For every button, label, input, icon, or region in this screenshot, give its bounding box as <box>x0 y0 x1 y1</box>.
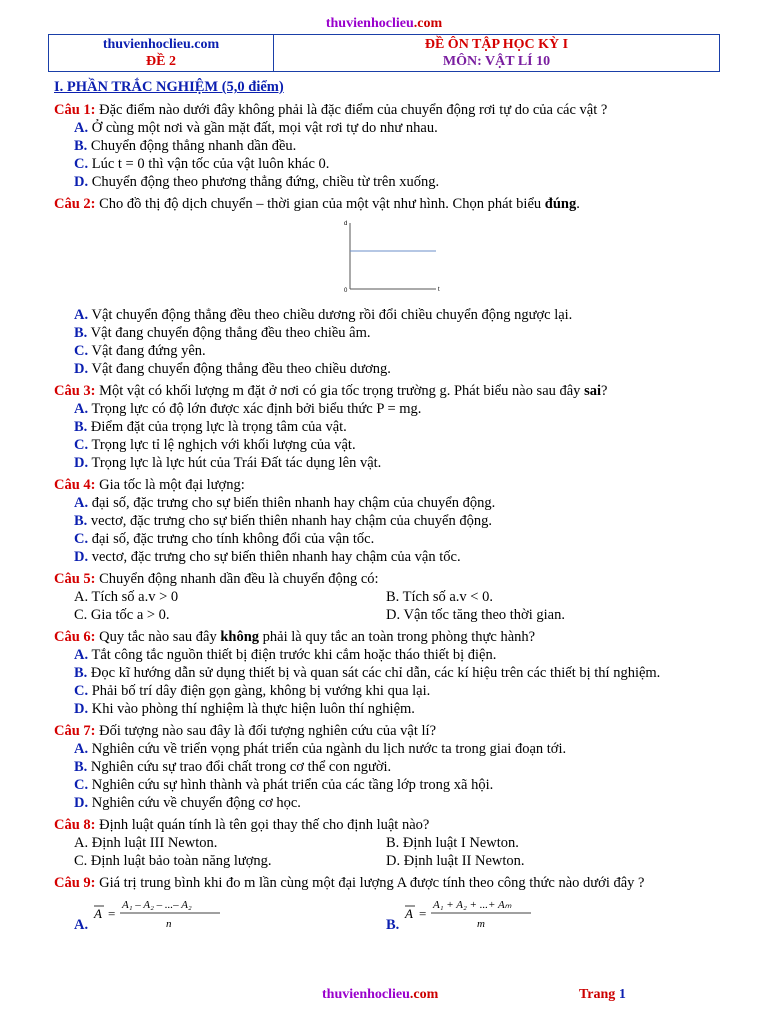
graph-origin-label: 0 <box>344 288 348 294</box>
answer-option <box>74 892 386 934</box>
option-text: Chuyển động thẳng nhanh dần đều. <box>87 138 297 154</box>
option-text: Định luật III Newton. <box>88 835 218 851</box>
header-exam-title: ĐỀ ÔN TẬP HỌC KỲ I <box>424 37 569 52</box>
option-text: Đọc kĩ hướng dẫn sử dụng thiết bị và quan sát các chỉ dẫn, các kí hiệu trên các thiết bị thí nghiệm. <box>87 665 661 681</box>
formula-numerator: A₁ + A₂ + ...+ Aₘ <box>433 899 512 911</box>
option-row <box>74 588 718 606</box>
option-key: D. <box>74 361 89 377</box>
answer-option <box>74 758 718 776</box>
question-text: Chuyển động nhanh dần đều là chuyển động có: <box>95 571 379 587</box>
answer-option <box>74 454 718 472</box>
option-text: Chuyển động theo phương thẳng đứng, chiều từ trên xuống. <box>88 174 440 190</box>
question-label: Câu 6: <box>54 629 96 645</box>
option-key: D. <box>74 174 89 190</box>
answer-option <box>74 834 386 852</box>
mean-value-formula <box>92 894 242 934</box>
formula-row <box>74 892 718 934</box>
option-row <box>74 834 718 852</box>
option-text: Trọng lực tỉ lệ nghịch với khối lượng của vật. <box>88 437 356 453</box>
option-text: Tích số a.v < 0. <box>399 589 493 605</box>
formula-lhs: A <box>94 906 103 921</box>
answer-option <box>74 512 718 530</box>
question-text-tail: phải là quy tắc an toàn trong phòng thực hành? <box>259 629 536 645</box>
option-key: C. <box>74 683 89 699</box>
graph-y-label: d <box>344 221 348 227</box>
option-key: A. <box>74 647 89 663</box>
option-key: C. <box>74 156 89 172</box>
formula-numerator: A₁ – A₂ – ...– A₂ <box>122 899 192 911</box>
header-right-cell <box>274 35 720 72</box>
question-emphasis: đúng <box>544 196 577 212</box>
answer-option <box>74 664 718 682</box>
header-site: thuvienhoclieu.com <box>102 37 220 52</box>
option-key: A. <box>74 917 89 933</box>
option-key: B. <box>74 665 88 681</box>
option-key: D. <box>74 549 89 565</box>
option-key: A. <box>74 741 89 757</box>
exam-header-table <box>48 34 720 72</box>
formula-denominator: n <box>166 918 172 930</box>
answer-option <box>74 530 718 548</box>
question-stem <box>54 195 718 213</box>
formula-denominator: m <box>477 918 486 930</box>
site-watermark-top: thuvienhoclieu.com <box>325 16 443 31</box>
option-row <box>74 852 718 870</box>
option-key: D. <box>74 795 89 811</box>
option-text: Vật đang chuyển động thẳng đều theo chiều âm. <box>87 325 371 341</box>
answer-option <box>386 606 698 624</box>
option-key: D. <box>74 701 89 717</box>
answer-option <box>74 324 718 342</box>
option-key: A. <box>74 589 89 605</box>
footer-site: thuvienhoclieu.com <box>322 987 439 1002</box>
question-text: Cho đồ thị độ dịch chuyển – thời gian của một vật như hình. Chọn phát biểu <box>95 196 545 212</box>
option-text: Nghiên cứu sự trao đổi chất trong cơ thể con người. <box>87 759 392 775</box>
option-key: A. <box>74 120 89 136</box>
question-stem <box>54 101 718 119</box>
option-key: B. <box>74 419 88 435</box>
answer-option <box>74 740 718 758</box>
option-key: B. <box>74 325 88 341</box>
header-subject: MÔN: VẬT LÍ 10 <box>442 54 551 69</box>
option-text: Điểm đặt của trọng lực là trọng tâm của vật. <box>87 419 347 435</box>
question-stem <box>54 816 718 834</box>
answer-option <box>74 119 718 137</box>
option-key: D. <box>386 853 401 869</box>
equals-sign: = <box>419 906 427 921</box>
question-text: Quy tắc nào sau đây <box>95 629 221 645</box>
option-text: Khi vào phòng thí nghiệm là thực hiện luôn thí nghiệm. <box>88 701 415 717</box>
answer-option <box>74 173 718 191</box>
option-text: Vận tốc tăng theo thời gian. <box>400 607 565 623</box>
question-text: Đối tượng nào sau đây là đối tượng nghiên cứu của vật lí? <box>95 723 437 739</box>
question-list <box>54 101 718 938</box>
option-key: C. <box>74 437 89 453</box>
option-key: B. <box>74 513 88 529</box>
option-text: Trọng lực có độ lớn được xác định bởi biểu thức P = mg. <box>88 401 422 417</box>
answer-option <box>74 776 718 794</box>
answer-option <box>386 892 698 934</box>
question-stem <box>54 476 718 494</box>
option-key: D. <box>386 607 401 623</box>
answer-option <box>74 588 386 606</box>
answer-option <box>386 588 698 606</box>
question-stem <box>54 874 718 892</box>
option-key: A. <box>74 835 89 851</box>
question-text: Một vật có khối lượng m đặt ở nơi có gia tốc trọng trường g. Phát biểu nào sau đây <box>95 383 585 399</box>
answer-option <box>74 418 718 436</box>
question-text: Giá trị trung bình khi đo m lần cùng một đại lượng A được tính theo công thức nào dưới đây ? <box>95 875 645 891</box>
option-text: Lúc t = 0 thì vận tốc của vật luôn khác 0. <box>88 156 330 172</box>
question-text-tail: . <box>576 196 580 212</box>
option-text: Tắt công tắc nguồn thiết bị điện trước khi cắm hoặc tháo thiết bị điện. <box>88 647 497 663</box>
answer-option <box>386 852 698 870</box>
option-text: vectơ, đặc trưng cho sự biến thiên nhanh hay chậm của chuyển động. <box>87 513 492 529</box>
answer-option <box>74 682 718 700</box>
answer-option <box>74 137 718 155</box>
option-key: A. <box>74 307 89 323</box>
question-label: Câu 4: <box>54 477 96 493</box>
question-text: Đặc điểm nào dưới đây không phải là đặc điểm của chuyển động rơi tự do của các vật ? <box>95 102 608 118</box>
option-key: B. <box>74 759 88 775</box>
graph-x-label: t <box>438 287 440 293</box>
header-exam-code: ĐỀ 2 <box>146 54 176 69</box>
formula-lhs: A <box>405 906 414 921</box>
question-text: Gia tốc là một đại lượng: <box>95 477 245 493</box>
option-key: C. <box>74 777 89 793</box>
question-label: Câu 7: <box>54 723 96 739</box>
option-text: Định luật II Newton. <box>400 853 525 869</box>
answer-option <box>74 360 718 378</box>
question-stem <box>54 570 718 588</box>
option-key: B. <box>386 917 400 933</box>
answer-option <box>74 646 718 664</box>
option-text: vectơ, đặc trưng cho sự biến thiên nhanh hay chậm của vận tốc. <box>88 549 461 565</box>
option-text: Trọng lực là lực hút của Trái Đất tác dụng lên vật. <box>88 455 382 471</box>
answer-option <box>74 306 718 324</box>
answer-option <box>74 342 718 360</box>
equals-sign: = <box>108 906 116 921</box>
question-label: Câu 2: <box>54 196 96 212</box>
question-stem <box>54 628 718 646</box>
question-label: Câu 9: <box>54 875 96 891</box>
option-text: Gia tốc a > 0. <box>87 607 170 623</box>
section-title: I. PHẦN TRẮC NGHIỆM (5,0 điểm) <box>54 79 284 95</box>
answer-option <box>74 400 718 418</box>
option-text: Phải bố trí dây điện gọn gàng, không bị vướng khi qua lại. <box>88 683 431 699</box>
option-key: C. <box>74 607 88 623</box>
option-key: B. <box>386 835 400 851</box>
option-text: Vật đang chuyển động thẳng đều theo chiều dương. <box>88 361 391 377</box>
answer-option <box>74 436 718 454</box>
mean-value-formula <box>403 894 553 934</box>
answer-option <box>386 834 698 852</box>
option-text: Định luật I Newton. <box>399 835 519 851</box>
question-stem <box>54 722 718 740</box>
option-key: A. <box>74 495 89 511</box>
option-text: đại số, đặc trưng cho tính không đổi của vận tốc. <box>88 531 375 547</box>
question-spacer <box>54 934 718 938</box>
header-left-cell <box>49 35 274 72</box>
option-key: B. <box>74 138 88 154</box>
option-text: đại số, đặc trưng cho sự biến thiên nhanh hay chậm của chuyển động. <box>88 495 496 511</box>
displacement-time-graph <box>336 219 446 297</box>
answer-option <box>74 548 718 566</box>
option-key: D. <box>74 455 89 471</box>
question-emphasis: sai <box>584 383 601 399</box>
option-text: Nghiên cứu sự hình thành và phát triển của các tầng lớp trong xã hội. <box>88 777 494 793</box>
option-key: B. <box>386 589 400 605</box>
answer-option <box>74 794 718 812</box>
option-text: Định luật bảo toàn năng lượng. <box>87 853 272 869</box>
question-label: Câu 5: <box>54 571 96 587</box>
option-key: C. <box>74 853 88 869</box>
option-text: Nghiên cứu về triển vọng phát triển của ngành du lịch nước ta trong giai đoạn tới. <box>88 741 567 757</box>
option-text: Tích số a.v > 0 <box>88 589 179 605</box>
option-text: Vật chuyển động thẳng đều theo chiều dương rồi đổi chiều chuyển động ngược lại. <box>88 307 573 323</box>
answer-option <box>74 700 718 718</box>
answer-option <box>74 606 386 624</box>
option-key: C. <box>74 531 89 547</box>
option-text: Vật đang đứng yên. <box>88 343 206 359</box>
answer-option <box>74 494 718 512</box>
question-stem <box>54 382 718 400</box>
option-row <box>74 606 718 624</box>
option-text: Ở cùng một nơi và gần mặt đất, mọi vật rơi tự do như nhau. <box>88 120 438 136</box>
option-key: C. <box>74 343 89 359</box>
question-label: Câu 8: <box>54 817 96 833</box>
question-text-tail: ? <box>600 383 608 399</box>
question-text: Định luật quán tính là tên gọi thay thế cho định luật nào? <box>95 817 430 833</box>
option-text: Nghiên cứu về chuyển động cơ học. <box>88 795 301 811</box>
option-key: A. <box>74 401 89 417</box>
question-emphasis: không <box>220 629 260 645</box>
page-number: Trang 1 <box>579 987 626 1002</box>
answer-option <box>74 852 386 870</box>
question-label: Câu 3: <box>54 383 96 399</box>
question-label: Câu 1: <box>54 102 96 118</box>
answer-option <box>74 155 718 173</box>
